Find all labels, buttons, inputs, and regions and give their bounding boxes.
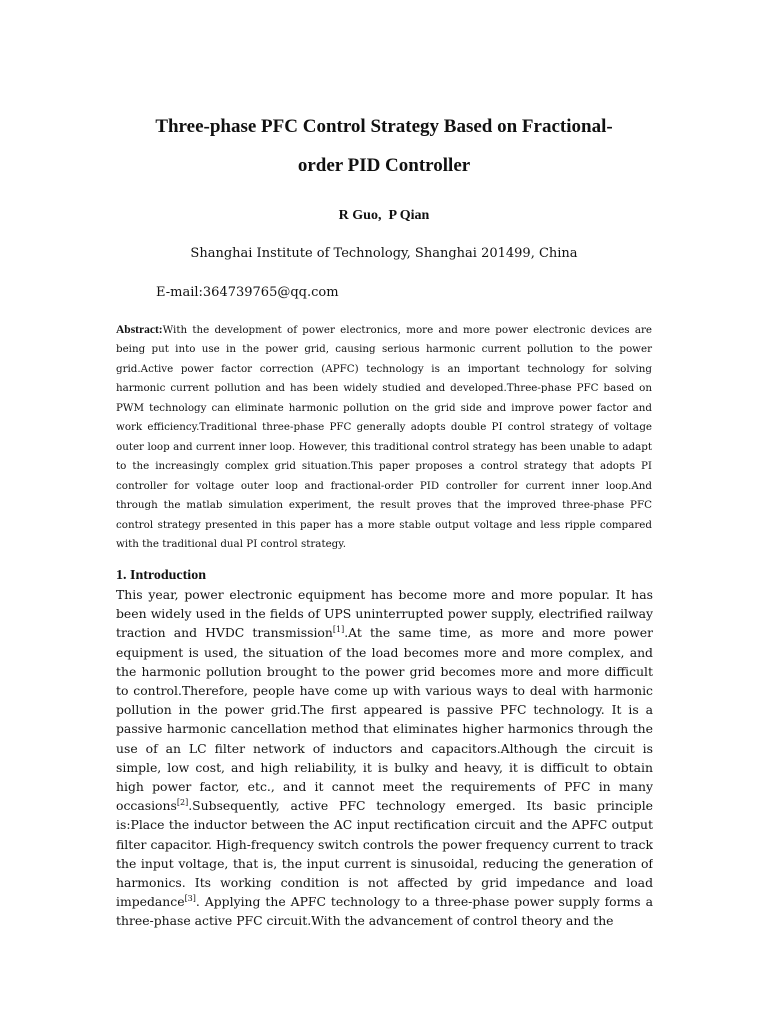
- introduction-body: [116, 585, 653, 931]
- intro-text-2: .At the same time, as more and more power equipment is used, the situation of the load becomes more and more complex, and the harmonic pollution brought to the power grid becomes more and more difficult to control.Therefore, people have come up with various ways to deal with harmonic pollution in the power grid.The first appeared is passive PFC technology. It is a passive harmonic cancellation method that eliminates higher harmonics through the use of an LC filter network of inductors and capacitors.Although the circuit is simple, low cost, and high reliability, it is bulky and heavy, it is difficult to obtain high power factor, etc., and it cannot meet the requirements of PFC in many occasions: [116, 625, 653, 814]
- abstract-text: With the development of power electronics, more and more power electronic devices are being put into use in the power grid, causing serious harmonic current pollution to the power grid.Active power factor correction (APFC) technology is an important technology for solving harmonic current pollution and has been widely studied and developed.Three-phase PFC based on PWM technology can eliminate harmonic pollution on the grid side and improve power factor and work efficiency.Traditional three-phase PFC generally adopts double PI control strategy of voltage outer loop and current inner loop. However, this traditional control strategy has been unable to adapt to the increasingly complex grid situation.This paper proposes a control strategy that adopts PI controller for voltage outer loop and fractional-order PID controller for current inner loop.And through the matlab simulation experiment, the result proves that the improved three-phase PFC control strategy presented in this paper has a more stable output voltage and less ripple compared with the traditional dual PI control strategy.: [116, 324, 652, 550]
- intro-text-4: . Applying the APFC technology to a three-phase power supply forms a three-phase active PFC circuit.With the advancement of control theory and the: [116, 894, 653, 929]
- authors: R Guo, P Qian: [338, 208, 430, 223]
- citation-ref-2: [2]: [176, 798, 189, 808]
- affiliation: Shanghai Institute of Technology, Shanghai 201499, China: [190, 246, 578, 261]
- citation-ref-3: [3]: [184, 894, 196, 904]
- intro-text-3: .Subsequently, active PFC technology emerged. Its basic principle is:Place the inductor between the AC input rectification circuit and the APFC output filter capacitor. High-frequency switch controls the power frequency current to track the input voltage, that is, the input current is sinusoidal, reducing the generation of harmonics. Its working condition is not affected by grid impedance and load impedance: [116, 798, 653, 910]
- paper-title-line-1: Three-phase PFC Control Strategy Based on Fractional-: [155, 116, 613, 137]
- section-heading-introduction: 1. Introduction: [116, 568, 206, 583]
- paper-title-line-2: order PID Controller: [297, 155, 471, 176]
- intro-text-1: This year, power electronic equipment has become more and more popular. It has been widely used in the fields of UPS uninterrupted power supply, electrified railway traction and HVDC transmission: [116, 587, 653, 641]
- abstract: [116, 321, 652, 554]
- abstract-label: Abstract:: [116, 324, 163, 336]
- citation-ref-1: [1]: [332, 625, 345, 635]
- email-address: E-mail:364739765@qq.com: [156, 285, 339, 300]
